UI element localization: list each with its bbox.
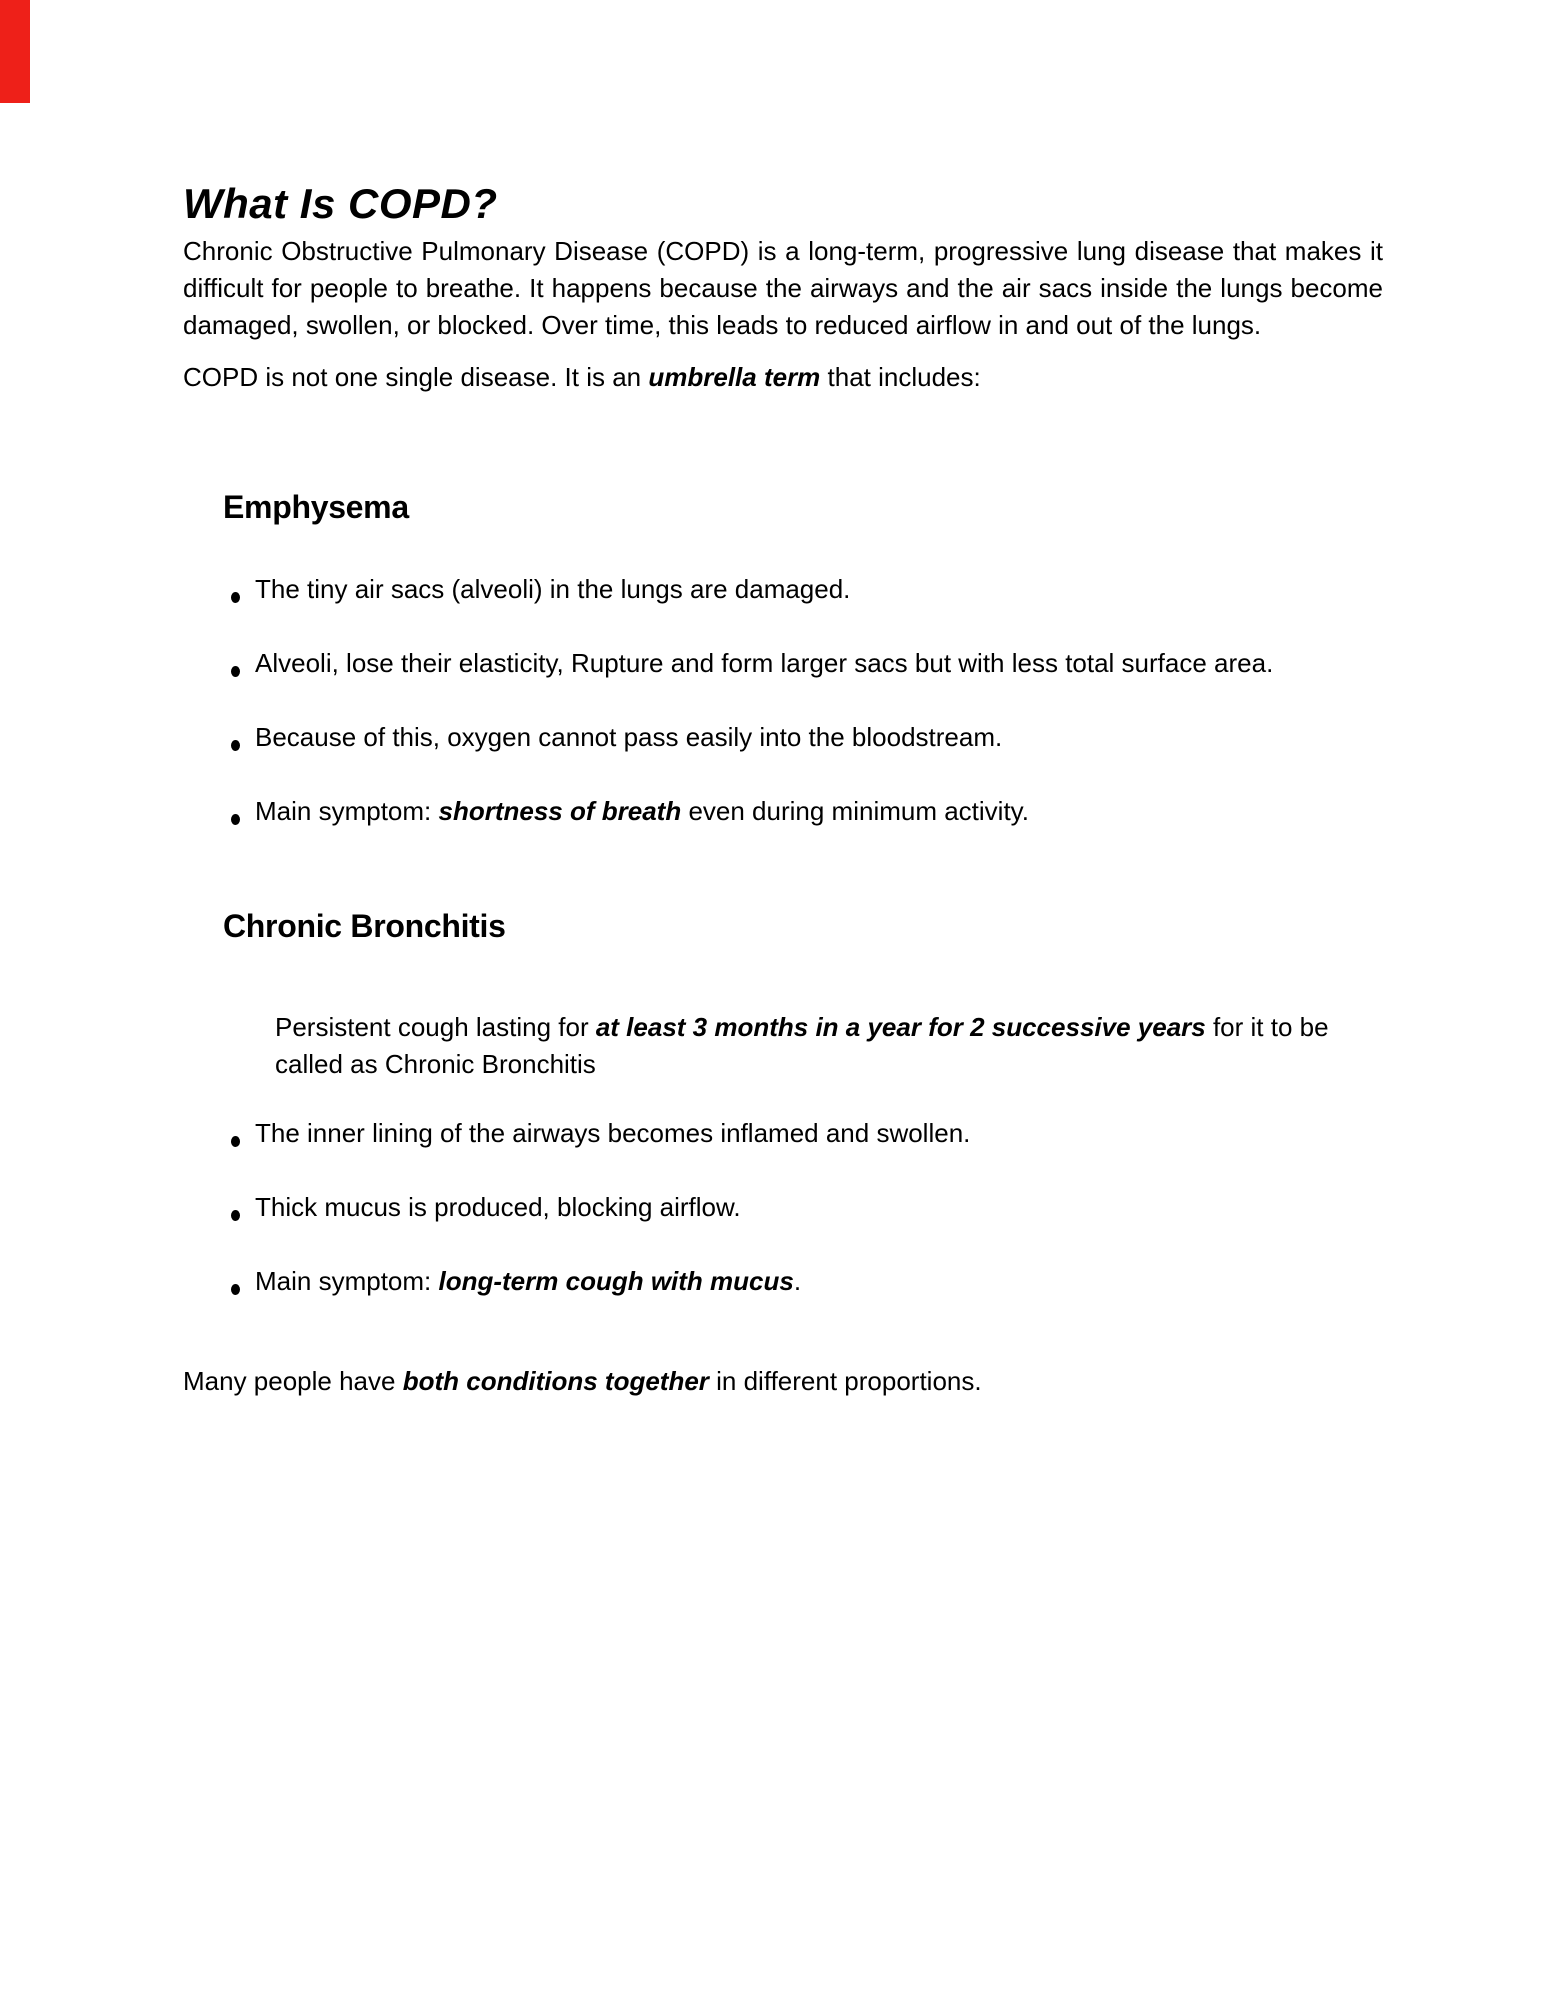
bullet-dot-icon	[231, 1284, 240, 1295]
text-segment: that includes:	[820, 362, 981, 392]
text-segment: in different proportions.	[708, 1366, 982, 1396]
text-segment: Thick mucus is produced, blocking airflow.	[255, 1192, 741, 1222]
text-segment: Many people have	[183, 1366, 403, 1396]
text-segment: The inner lining of the airways becomes inflamed and swollen.	[255, 1118, 971, 1148]
bullet-text	[255, 1189, 1383, 1226]
bullet-text	[255, 1115, 1383, 1152]
bullet-dot-icon	[231, 740, 240, 751]
bullet-item	[183, 571, 1383, 608]
closing-paragraph	[183, 1363, 1383, 1400]
bullet-item	[183, 1189, 1383, 1226]
text-segment: Main symptom:	[255, 1266, 439, 1296]
bullet-text	[255, 645, 1383, 682]
text-segment: Main symptom:	[255, 796, 439, 826]
bullet-item	[183, 719, 1383, 756]
bullet-item	[183, 793, 1383, 830]
text-segment: COPD is not one single disease. It is an	[183, 362, 649, 392]
bullet-dot-icon	[231, 814, 240, 825]
text-segment: .	[793, 1266, 802, 1296]
section-heading-emphysema: Emphysema	[223, 489, 409, 525]
emphysema-bullet-list	[183, 571, 1383, 830]
bullet-dot-icon	[231, 592, 240, 603]
bullet-dot-icon	[231, 1210, 240, 1221]
red-margin-marker	[0, 0, 30, 103]
bullet-item	[183, 1115, 1383, 1152]
emphasized-text-segment: at least 3 months in a year for 2 successive years	[595, 1012, 1206, 1042]
bullet-text	[255, 1263, 1383, 1300]
bullet-text	[255, 571, 1383, 608]
emphasized-text-segment: both conditions together	[402, 1366, 709, 1396]
bullet-text	[255, 793, 1383, 830]
intro-paragraph: Chronic Obstructive Pulmonary Disease (COPD) is a long-term, progressive lung disease that makes it difficult for people to breathe. It happens because the airways and the air sacs inside the lungs become damaged, swollen, or blocked. Over time, this leads to reduced airflow in and out of the lungs.	[183, 236, 1383, 340]
bullet-item	[183, 645, 1383, 682]
text-segment: even during minimum activity.	[681, 796, 1029, 826]
text-segment: Alveoli, lose their elasticity, Rupture and form larger sacs but with less total surface area.	[255, 648, 1274, 678]
section-heading-chronic-bronchitis: Chronic Bronchitis	[223, 908, 506, 944]
umbrella-term-paragraph	[183, 359, 1383, 396]
chronic-bronchitis-bullet-list	[183, 1115, 1383, 1300]
persistent-cough-paragraph	[275, 1009, 1383, 1083]
bullet-text	[255, 719, 1383, 756]
emphasized-text-segment: umbrella term	[648, 362, 821, 392]
text-segment: The tiny air sacs (alveoli) in the lungs are damaged.	[255, 574, 851, 604]
text-segment: Persistent cough lasting for	[275, 1012, 596, 1042]
bullet-dot-icon	[231, 666, 240, 677]
text-segment: for it to be called as Chronic Bronchitis	[275, 1012, 1329, 1079]
text-segment: Because of this, oxygen cannot pass easily into the bloodstream.	[255, 722, 1003, 752]
emphasized-text-segment: shortness of breath	[438, 796, 682, 826]
bullet-item	[183, 1263, 1383, 1300]
page-title: What Is COPD?	[183, 180, 498, 227]
bullet-dot-icon	[231, 1136, 240, 1147]
emphasized-text-segment: long-term cough with mucus	[438, 1266, 794, 1296]
